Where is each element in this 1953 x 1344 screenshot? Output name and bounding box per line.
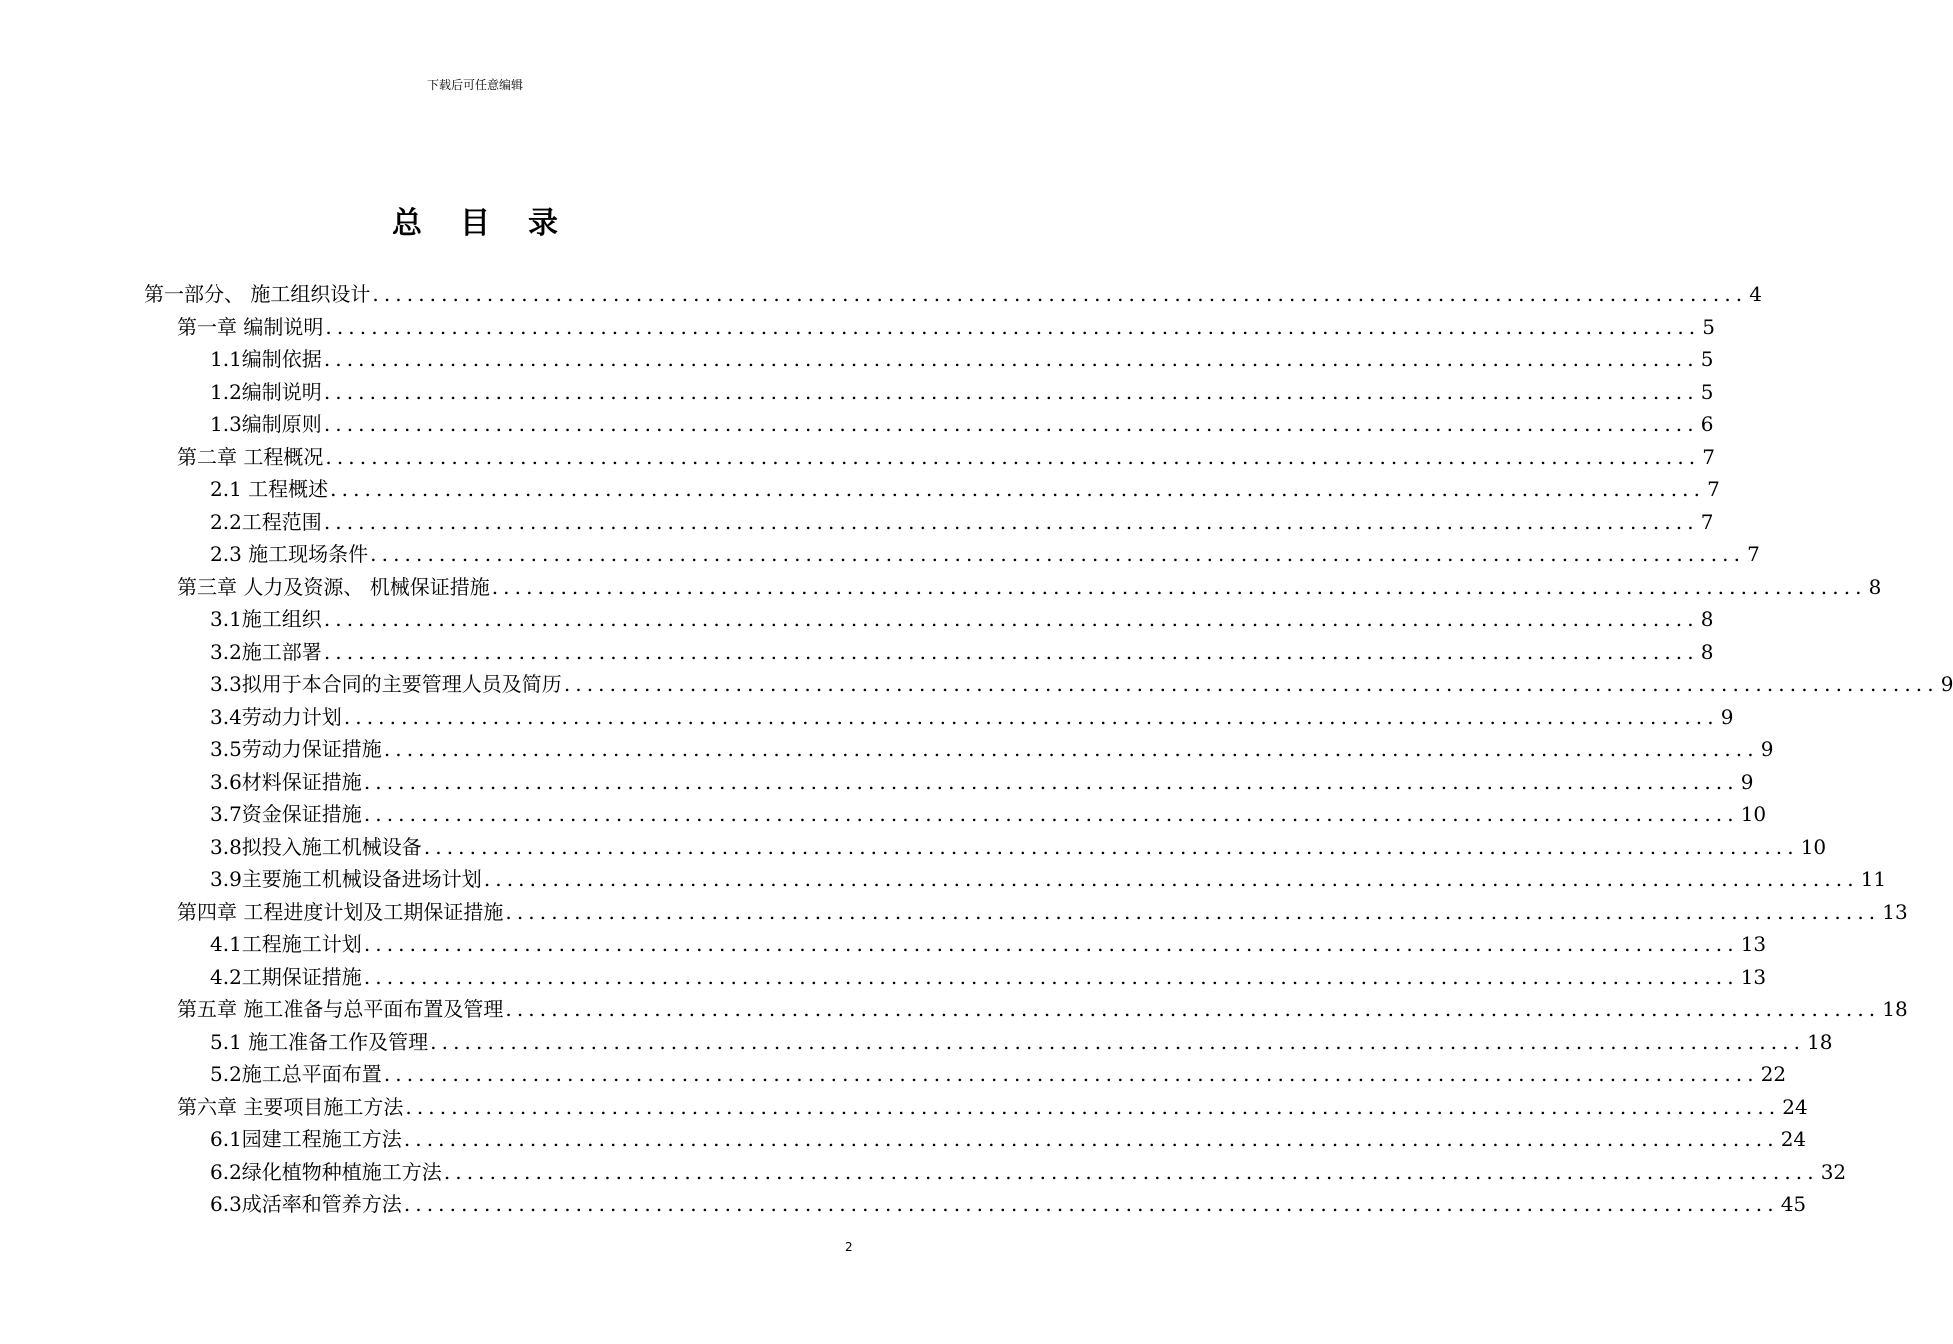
toc-entry-label: 第四章 工程进度计划及工期保证措施 [177,899,504,924]
toc-dot-leader: ........................................................................................................................ [323,412,1699,436]
toc-entry-page: 8 [1700,607,1714,631]
toc-entry[interactable] [210,636,1714,668]
toc-dot-leader: ........................................................................................................................ [370,542,1746,566]
toc-entry[interactable] [210,506,1714,538]
toc-entry[interactable] [210,668,1953,700]
toc-entry[interactable] [177,896,1908,928]
toc-dot-leader: ........................................................................................................................ [323,639,1699,664]
toc-entry-label: 1.3编制原则 [210,412,322,436]
toc-entry-page: 24 [1782,1094,1808,1119]
toc-dot-leader: ........................................................................................................................ [443,1159,1819,1184]
toc-entry-page: 11 [1860,867,1887,891]
toc-entry-label: 第六章 主要项目施工方法 [177,1094,404,1119]
toc-entry-page: 13 [1740,964,1767,989]
toc-entry-page: 8 [1868,574,1882,599]
toc-dot-leader: ........................................................................................................................ [343,704,1719,729]
toc-entry-label: 第五章 施工准备与总平面布置及管理 [177,997,504,1021]
toc-entry[interactable] [210,1058,1787,1090]
toc-entry-label: 1.2编制说明 [210,379,322,404]
toc-entry[interactable] [210,538,1760,570]
toc-entry[interactable] [210,928,1767,960]
toc-entry[interactable] [144,278,1762,310]
toc-entry[interactable] [210,408,1714,440]
toc-dot-leader: ........................................................................................................................ [325,444,1701,469]
toc-entry[interactable] [210,701,1734,733]
toc-entry-label: 4.1工程施工计划 [210,932,362,956]
toc-dot-leader: ........................................................................................................................ [323,379,1699,404]
toc-entry-label: 6.1园建工程施工方法 [210,1127,402,1151]
toc-dot-leader: ........................................................................................................................ [430,1029,1806,1054]
toc-dot-leader: ........................................................................................................................ [325,314,1701,339]
toc-entry-label: 6.2绿化植物种植施工方法 [210,1159,442,1184]
toc-entry-label: 1.1编制依据 [210,347,322,371]
toc-dot-leader: ........................................................................................................................ [505,997,1881,1021]
toc-entry-label: 3.3拟用于本合同的主要管理人员及简历 [210,672,562,696]
toc-entry-label: 3.1施工组织 [210,607,322,631]
toc-entry-page: 5 [1702,314,1715,339]
toc-entry-label: 4.2工期保证措施 [210,964,362,989]
toc-dot-leader: ........................................................................................................................ [363,932,1739,956]
toc-dot-leader: ........................................................................................................................ [563,672,1939,696]
toc-entry[interactable] [177,441,1715,473]
toc-entry-label: 3.5劳动力保证措施 [210,737,382,761]
toc-entry-page: 7 [1707,477,1720,501]
toc-entry[interactable] [210,1123,1807,1155]
toc-entry-page: 5 [1700,347,1714,371]
toc-entry-label: 3.6材料保证措施 [210,769,362,794]
toc-entry-page: 8 [1700,639,1714,664]
toc-entry-page: 18 [1882,997,1908,1021]
toc-entry[interactable] [210,961,1767,993]
toc-entry[interactable] [177,1091,1808,1123]
toc-entry-label: 3.2施工部署 [210,639,322,664]
toc-entry-page: 13 [1740,932,1767,956]
toc-entry-label: 5.2施工总平面布置 [210,1062,382,1086]
toc-entry-page: 10 [1740,802,1767,826]
toc-dot-leader: ........................................................................................................................ [423,834,1799,859]
toc-entry-page: 32 [1820,1159,1847,1184]
toc-entry-page: 18 [1807,1029,1833,1054]
toc-dot-leader: ........................................................................................................................ [505,899,1881,924]
toc-entry-page: 9 [1760,737,1774,761]
toc-entry[interactable] [177,311,1715,343]
toc-entry-label: 2.2工程范围 [210,509,322,534]
toc-entry[interactable] [210,376,1714,408]
toc-dot-leader: ........................................................................................................................ [483,867,1859,891]
toc-dot-leader: ........................................................................................................................ [403,1192,1779,1216]
toc-dot-leader: ........................................................................................................................ [323,347,1699,371]
toc-entry-label: 3.8拟投入施工机械设备 [210,834,422,859]
toc-entry-page: 9 [1940,672,1953,696]
toc-entry[interactable] [210,473,1720,505]
toc-dot-leader: ........................................................................................................................ [363,769,1739,794]
toc-entry-label: 第一章 编制说明 [177,314,324,339]
toc-dot-leader: ........................................................................................................................ [330,477,1706,501]
toc-entry-page: 13 [1882,899,1908,924]
toc-dot-leader: ........................................................................................................................ [363,802,1739,826]
toc-entry-page: 9 [1740,769,1754,794]
toc-entry-page: 6 [1700,412,1714,436]
toc-entry-label: 3.9主要施工机械设备进场计划 [210,867,482,891]
toc-dot-leader: ........................................................................................................................ [363,964,1739,989]
toc-entry[interactable] [210,798,1767,830]
toc-entry-label: 3.4劳动力计划 [210,704,342,729]
toc-entry[interactable] [210,863,1887,895]
toc-entry[interactable] [210,1026,1833,1058]
toc-entry-page: 7 [1747,542,1760,566]
toc-entry-page: 5 [1700,379,1714,404]
toc-entry-label: 第三章 人力及资源、 机械保证措施 [177,574,490,599]
toc-entry-label: 第二章 工程概况 [177,444,324,469]
toc-entry-page: 22 [1760,1062,1787,1086]
toc-entry[interactable] [210,603,1714,635]
toc-dot-leader: ........................................................................................................................ [323,607,1699,631]
toc-entry-label: 2.3 施工现场条件 [210,542,369,566]
toc-entry-label: 6.3成活率和管养方法 [210,1192,402,1216]
page-number: 2 [845,1240,853,1254]
page-title: 总目录 [392,206,596,241]
toc-entry[interactable] [210,343,1714,375]
toc-entry-page: 7 [1702,444,1715,469]
toc-entry[interactable] [210,1156,1847,1188]
toc-entry[interactable] [210,1188,1807,1220]
toc-dot-leader: ........................................................................................................................ [403,1127,1779,1151]
toc-entry-label: 3.7资金保证措施 [210,802,362,826]
toc-entry[interactable] [210,766,1754,798]
toc-dot-leader: ........................................................................................................................ [383,1062,1759,1086]
toc-entry-page: 4 [1749,282,1762,306]
toc-entry-label: 第一部分、 施工组织设计 [144,282,371,306]
toc-dot-leader: ........................................................................................................................ [405,1094,1781,1119]
toc-dot-leader: ........................................................................................................................ [383,737,1759,761]
toc-entry-label: 2.1 工程概述 [210,477,329,501]
toc-entry[interactable] [177,993,1908,1025]
toc-entry[interactable] [210,831,1827,863]
toc-entry-page: 9 [1720,704,1734,729]
toc-dot-leader: ........................................................................................................................ [372,282,1748,306]
toc-entry-label: 5.1 施工准备工作及管理 [210,1029,429,1054]
toc-entry-page: 10 [1800,834,1827,859]
toc-dot-leader: ........................................................................................................................ [323,509,1699,534]
toc-entry-page: 7 [1700,509,1714,534]
toc-entry[interactable] [177,571,1882,603]
toc-entry-page: 24 [1780,1127,1807,1151]
toc-entry[interactable] [210,733,1774,765]
toc-dot-leader: ........................................................................................................................ [491,574,1867,599]
header-note: 下载后可任意编辑 [426,78,523,92]
toc-entry-page: 45 [1780,1192,1807,1216]
